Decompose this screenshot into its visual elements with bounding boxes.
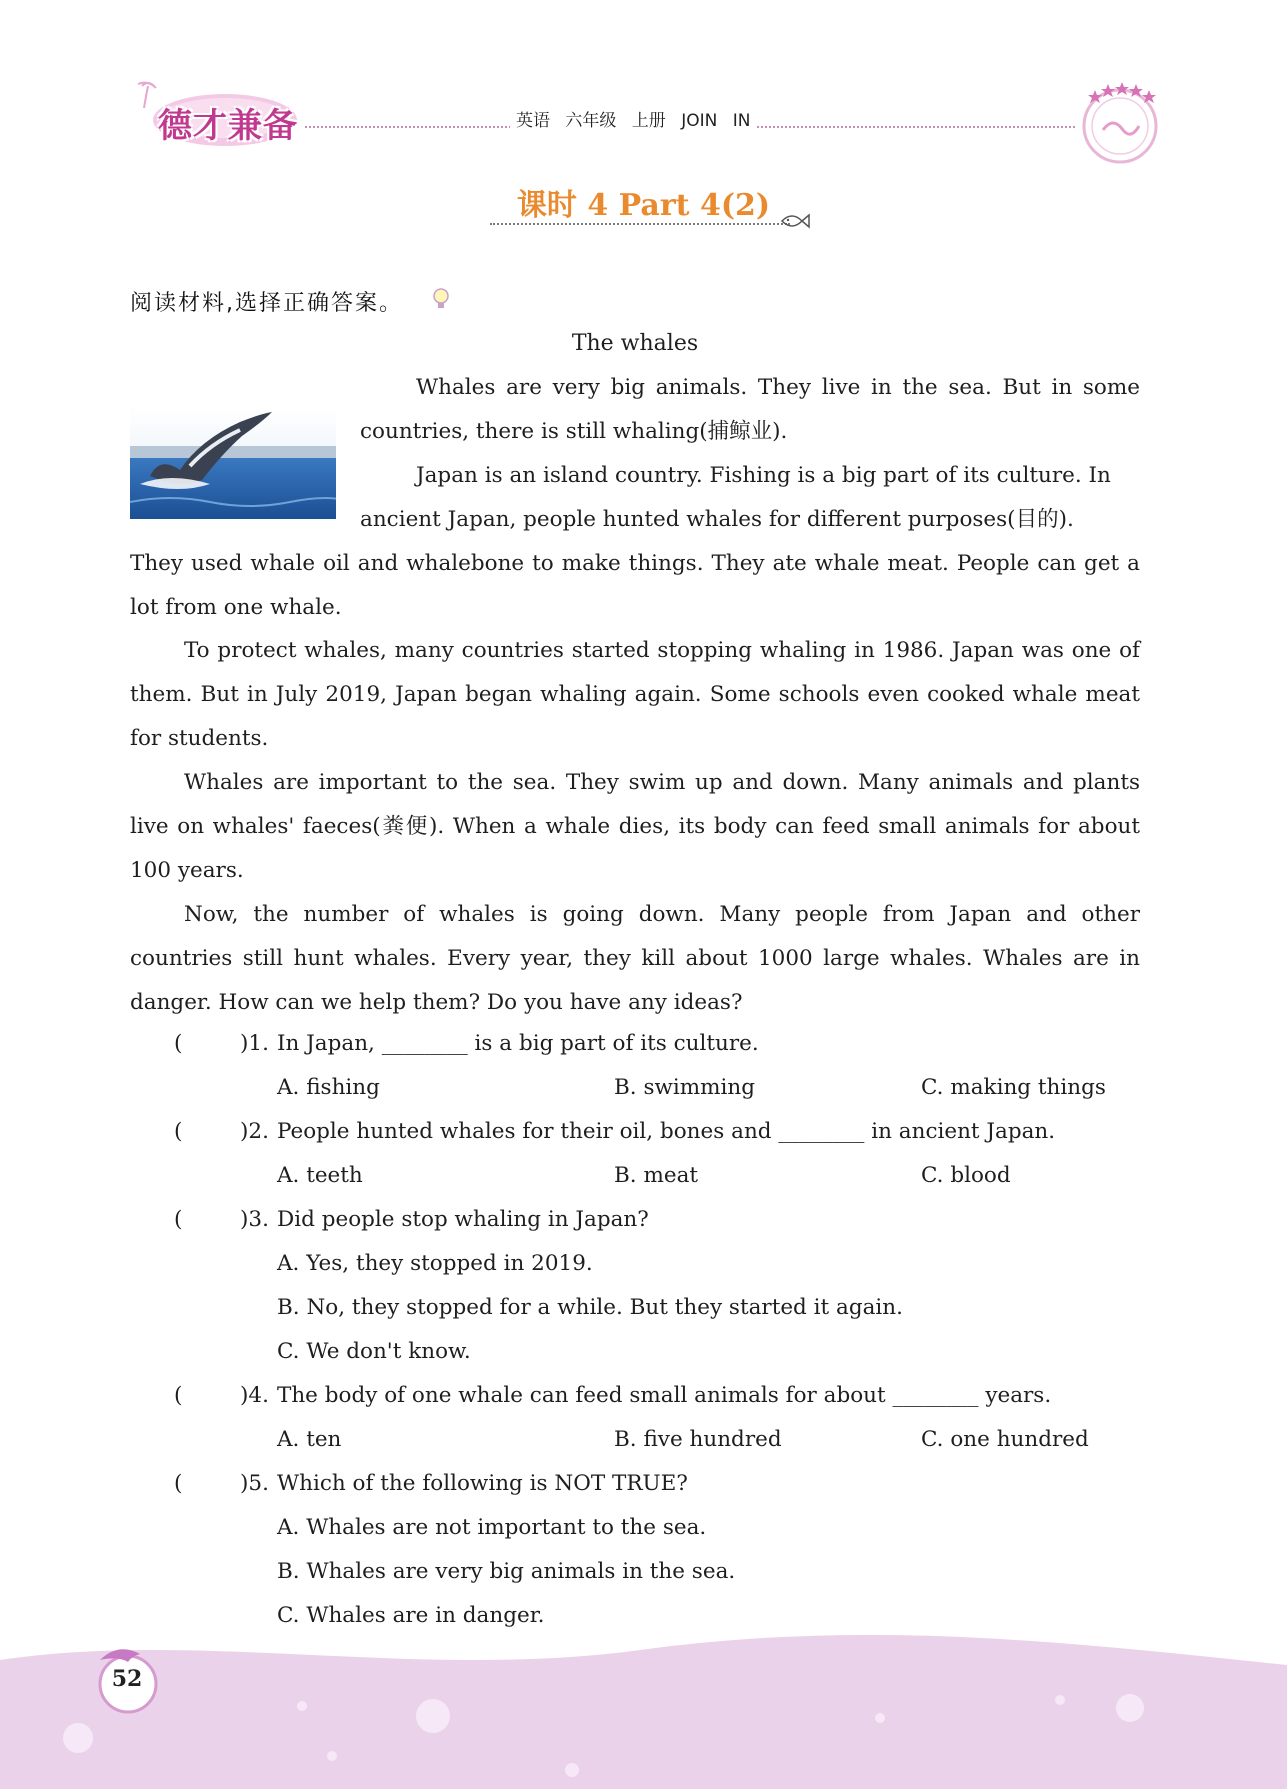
paragraph-3: To protect whales, many countries started stopping whaling in 1986. Japan was one of them. But in July 2019, Japan began whaling again. Some schools even cooked whale meat for students. (130, 638, 1140, 751)
answer-blank-2[interactable]: ( (174, 1119, 183, 1144)
option-3c[interactable]: C. We don't know. (277, 1339, 471, 1364)
footer-wave-decoration (0, 1620, 1287, 1789)
option-3a[interactable]: A. Yes, they stopped in 2019. (277, 1251, 593, 1276)
paragraph-1: Whales are very big animals. They live in the sea. But in some countries, there is still whaling(捕鲸业). (360, 375, 1140, 444)
question-number-2: )2. (240, 1119, 269, 1144)
option-5a[interactable]: A. Whales are not important to the sea. (277, 1515, 707, 1540)
option-2c[interactable]: C. blood (921, 1163, 1011, 1188)
option-5c[interactable]: C. Whales are in danger. (277, 1603, 545, 1628)
publisher-seal-icon (1075, 78, 1165, 168)
answer-blank-4[interactable]: ( (174, 1383, 183, 1408)
option-4b[interactable]: B. five hundred (614, 1427, 782, 1452)
option-3b[interactable]: B. No, they stopped for a while. But they started it again. (277, 1295, 903, 1320)
paragraph-2 (130, 454, 1140, 630)
fish-icon (780, 210, 810, 232)
lightbulb-icon (432, 287, 450, 311)
question-text-1: In Japan, ________ is a big part of its culture. (277, 1031, 759, 1056)
passage-title: The whales (571, 331, 699, 356)
question-text-5: Which of the following is NOT TRUE? (277, 1471, 688, 1496)
title-underline (490, 223, 790, 225)
option-1b[interactable]: B. swimming (614, 1075, 756, 1100)
option-4c[interactable]: C. one hundred (921, 1427, 1089, 1452)
paragraph-2-rest: They used whale oil and whalebone to make things. They ate whale meat. People can get a lot from one whale. (130, 551, 1140, 620)
option-4a[interactable]: A. ten (277, 1427, 342, 1452)
option-1a[interactable]: A. fishing (277, 1075, 380, 1100)
lesson-title: 课时 4 Part 4(2) (516, 188, 771, 223)
question-number-5: )5. (240, 1471, 269, 1496)
page-number: 52 (111, 1666, 143, 1692)
answer-blank-1[interactable]: ( (174, 1031, 183, 1056)
question-text-2: People hunted whales for their oil, bones and ________ in ancient Japan. (277, 1119, 1056, 1144)
book-subject: 英语 六年级 上册 JOIN IN (510, 106, 756, 131)
question-number-3: )3. (240, 1207, 269, 1232)
paragraph-4: Whales are important to the sea. They swim up and down. Many animals and plants live on whales' faeces(粪便). When a whale dies, its body can feed small animals for about 100 years. (130, 770, 1140, 883)
option-1c[interactable]: C. making things (921, 1075, 1106, 1100)
answer-blank-5[interactable]: ( (174, 1471, 183, 1496)
paragraph-2-line-1: Japan is an island country. Fishing is a big part of its culture. In (416, 463, 1111, 488)
option-5b[interactable]: B. Whales are very big animals in the sea. (277, 1559, 736, 1584)
question-number-1: )1. (240, 1031, 269, 1056)
answer-blank-3[interactable]: ( (174, 1207, 183, 1232)
question-number-4: )4. (240, 1383, 269, 1408)
paragraph-2-line-2: ancient Japan, people hunted whales for different purposes(目的). (360, 507, 1074, 532)
question-text-3: Did people stop whaling in Japan? (277, 1207, 649, 1232)
instruction-text: 阅读材料,选择正确答案。 (130, 291, 403, 316)
option-2b[interactable]: B. meat (614, 1163, 699, 1188)
option-2a[interactable]: A. teeth (277, 1163, 363, 1188)
question-text-4: The body of one whale can feed small animals for about ________ years. (277, 1383, 1052, 1408)
paragraph-5: Now, the number of whales is going down. Many people from Japan and other countries still hunt whales. Every year, they kill about 1000 large whales. Whales are in danger. How can we help them? Do you have any ideas? (130, 902, 1140, 1015)
brand-title: 德才兼备 (158, 106, 298, 146)
